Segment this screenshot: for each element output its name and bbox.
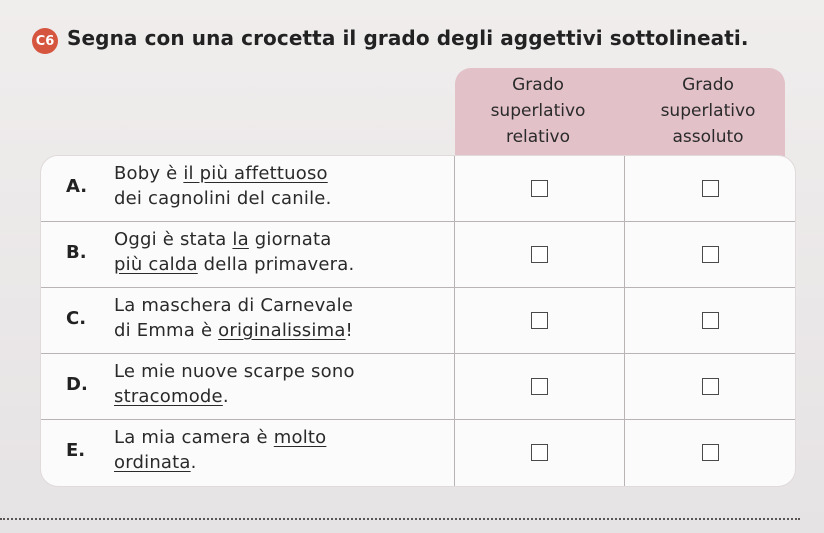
sentence-text: La maschera di Carnevale [114, 295, 354, 316]
header-relative-superlative [458, 72, 618, 150]
sentence-text: . [190, 452, 197, 473]
row-letter: B. [66, 242, 87, 263]
underlined-adjective: originalissima [218, 320, 346, 341]
exercise-number-badge: C6 [32, 28, 58, 54]
checkbox-absolute[interactable] [702, 378, 719, 395]
header-line: Grado [682, 75, 734, 95]
header-line: superlativo [490, 101, 586, 121]
sentence-text: di Emma è [114, 320, 219, 341]
row-letter: A. [66, 176, 88, 197]
sentence-line [114, 252, 444, 277]
sentence-text: Boby è [114, 163, 184, 184]
underlined-adjective: molto [273, 427, 327, 448]
exercise-instruction: Segna con una crocetta il grado degli aggettivi sottolineati. [67, 26, 749, 50]
sentence-line [114, 161, 444, 186]
header-line: Grado [512, 75, 564, 95]
underlined-adjective: più calda [114, 254, 198, 275]
sentence-line [114, 186, 444, 211]
sentence-line [114, 318, 444, 343]
header-line: assoluto [672, 127, 744, 147]
sentence-line [114, 227, 444, 252]
checkbox-relative[interactable] [531, 312, 548, 329]
sentence-text: . [222, 386, 229, 407]
sentence-text: dei cagnolini del canile. [114, 188, 332, 209]
table-row [41, 354, 796, 420]
sentence-line [114, 293, 444, 318]
checkbox-relative[interactable] [531, 246, 548, 263]
underlined-adjective: la [232, 229, 249, 250]
table-row [41, 222, 796, 288]
checkbox-relative[interactable] [531, 180, 548, 197]
underlined-adjective: stracomode [114, 386, 223, 407]
sentence-text: Oggi è stata [114, 229, 233, 250]
checkbox-absolute[interactable] [702, 246, 719, 263]
sentence-line [114, 425, 444, 450]
sentence-text: Le mie nuove scarpe sono [114, 361, 355, 382]
underlined-adjective: ordinata [114, 452, 191, 473]
sentence [114, 161, 444, 211]
row-letter: E. [66, 440, 86, 461]
checkbox-absolute[interactable] [702, 180, 719, 197]
sentence [114, 359, 444, 409]
sentence-text: ! [345, 320, 353, 341]
header-line: superlativo [660, 101, 756, 121]
sentence-text: della primavera. [197, 254, 355, 275]
sentence [114, 227, 444, 277]
row-letter: C. [66, 308, 87, 329]
exercise-table [40, 155, 796, 487]
underlined-adjective: il più affettuoso [183, 163, 328, 184]
header-absolute-superlative [628, 72, 788, 150]
table-row [41, 288, 796, 354]
sentence-text: La mia camera è [114, 427, 274, 448]
sentence [114, 425, 444, 475]
sentence-line [114, 359, 444, 384]
checkbox-relative[interactable] [531, 444, 548, 461]
dotted-divider [0, 518, 800, 520]
sentence-line [114, 450, 444, 475]
checkbox-absolute[interactable] [702, 444, 719, 461]
sentence-text: giornata [248, 229, 332, 250]
header-line: relativo [505, 127, 571, 147]
table-row [41, 156, 796, 222]
sentence [114, 293, 444, 343]
checkbox-relative[interactable] [531, 378, 548, 395]
row-letter: D. [66, 374, 88, 395]
checkbox-absolute[interactable] [702, 312, 719, 329]
table-row [41, 420, 796, 486]
sentence-line [114, 384, 444, 409]
